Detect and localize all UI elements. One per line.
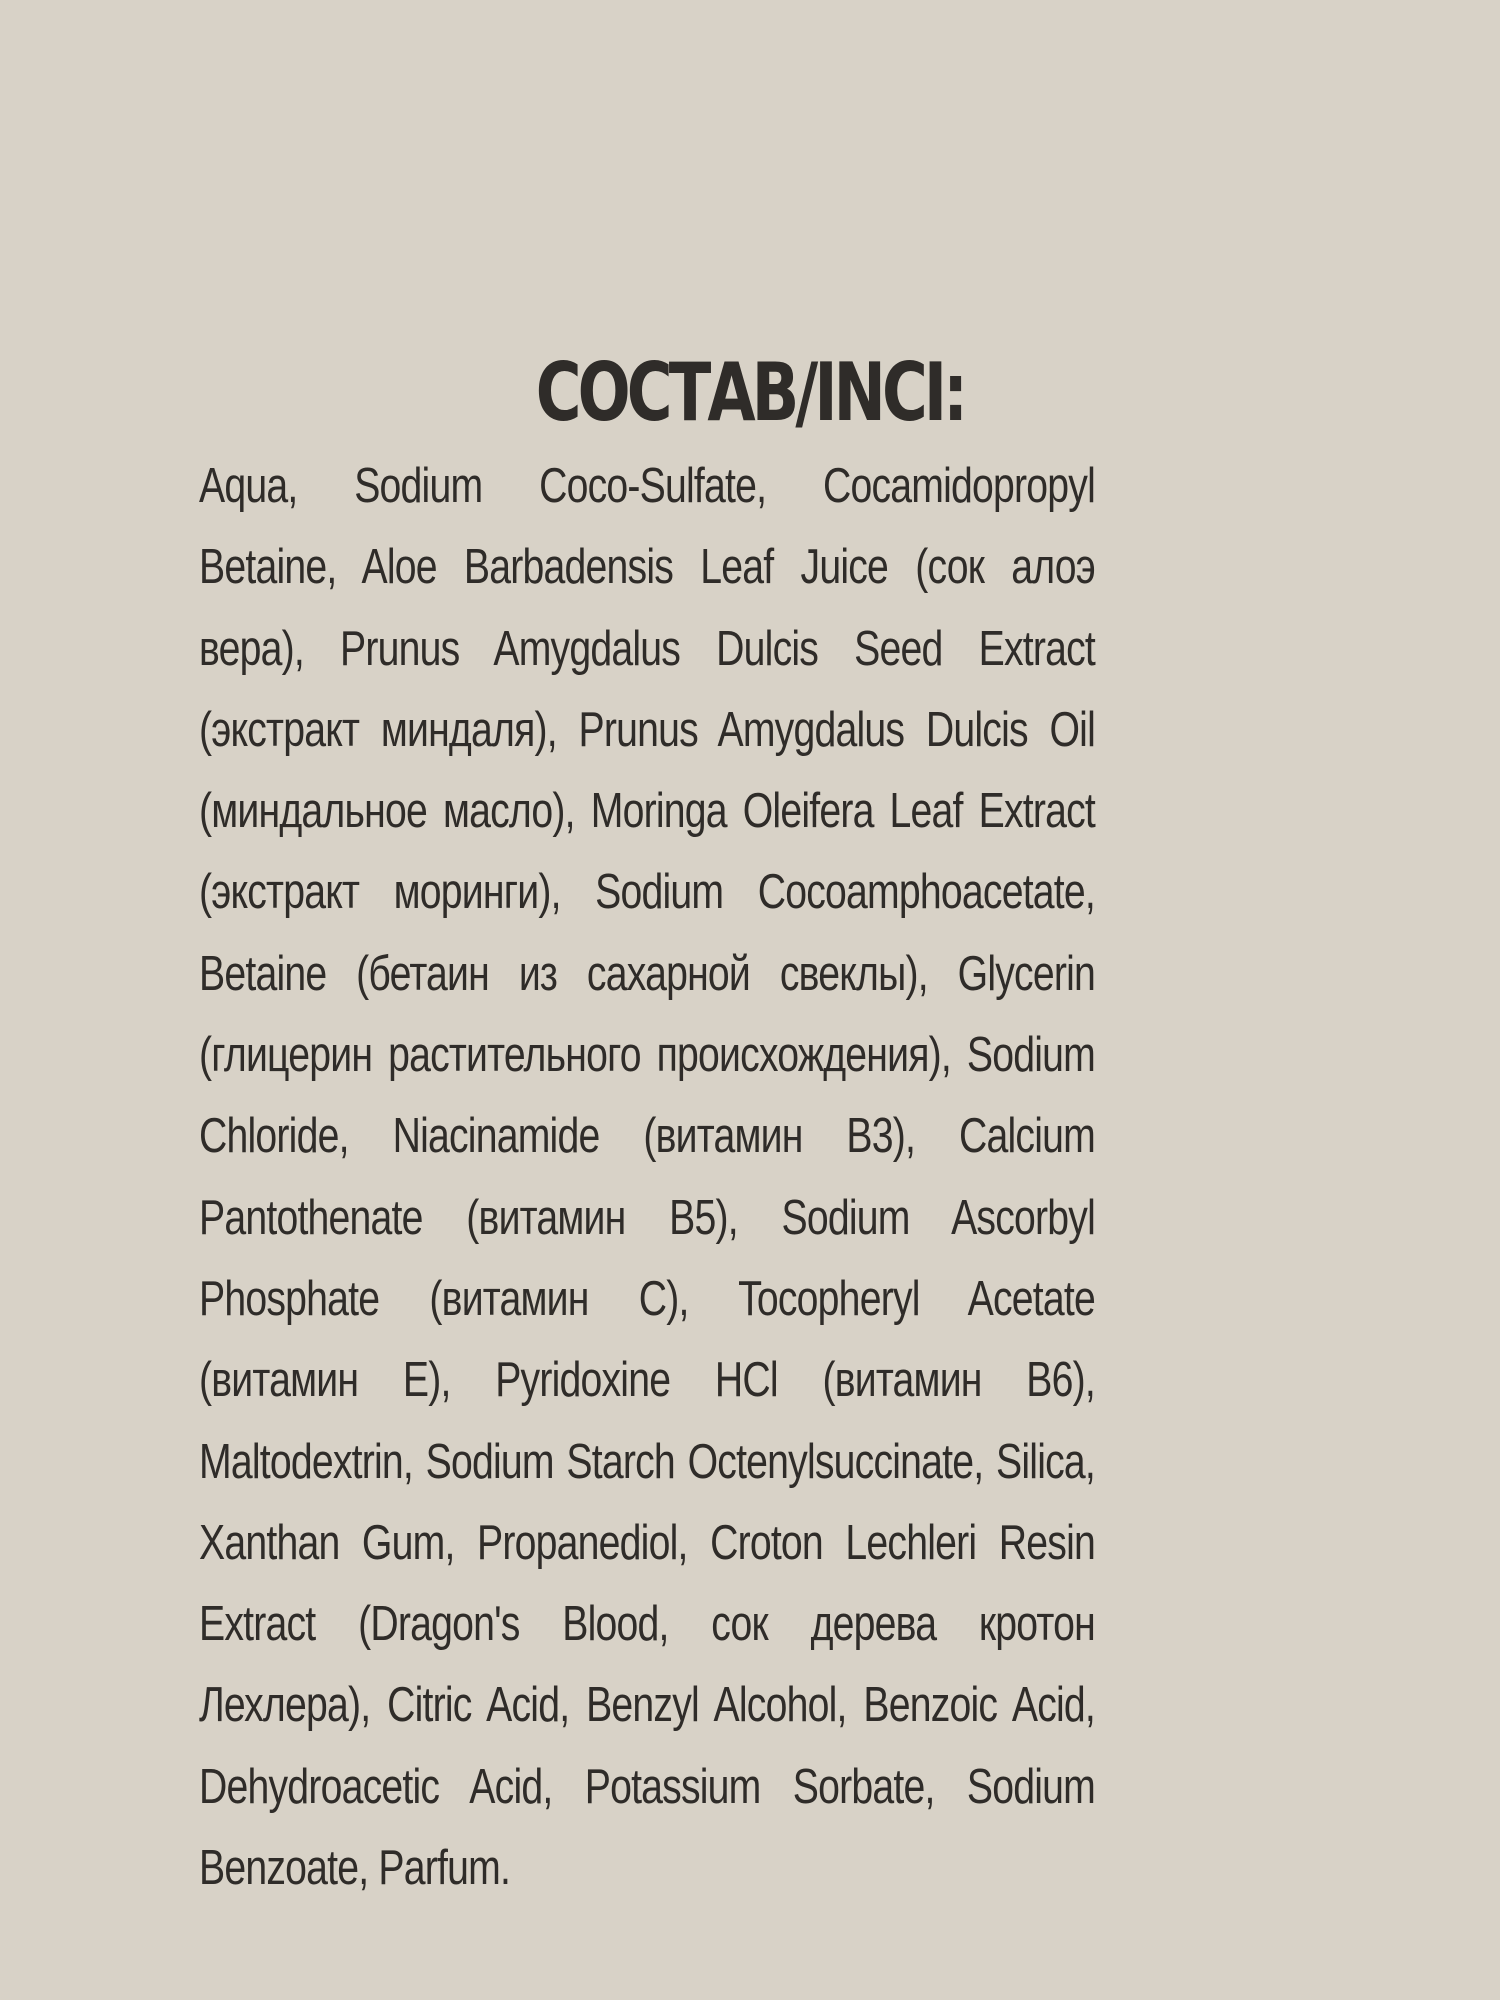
page-title: СОСТАВ/INCI: [535, 346, 965, 439]
ingredients-list: Aqua, Sodium Coco-Sulfate, Cocamidopropyl Betaine, Aloe Barbadensis Leaf Juice (сок алоэ вера), Prunus Amygdalus Dulcis Seed Extract (экстракт миндаля), Prunus Amygdalus Dulcis Oil (миндальное масло), Moringa Oleifera Leaf Extract (экстракт моринги), Sodium Cocoamphoacetate, Betaine (бетаин из сахарной свеклы), Glycerin (глицерин растительного происхождения), Sodium Chloride, Niacinamide (витамин B3), Calcium Pantothenate (витамин B5), Sodium Ascorbyl Phosphate (витамин C), Tocopheryl Acetate (витамин E), Pyridoxine HCl (витамин B6), Maltodextrin, Sodium Starch Octenylsuccinate, Silica, Xanthan Gum, Propanediol, Croton Lechleri Resin Extract (Dragon's Blood, сок дерева кротон Лехлера), Citric Acid, Benzyl Alcohol, Benzoic Acid, Dehydroacetic Acid, Potassium Sorbate, Sodium Benzoate, Parfum. [199, 459, 1095, 1896]
